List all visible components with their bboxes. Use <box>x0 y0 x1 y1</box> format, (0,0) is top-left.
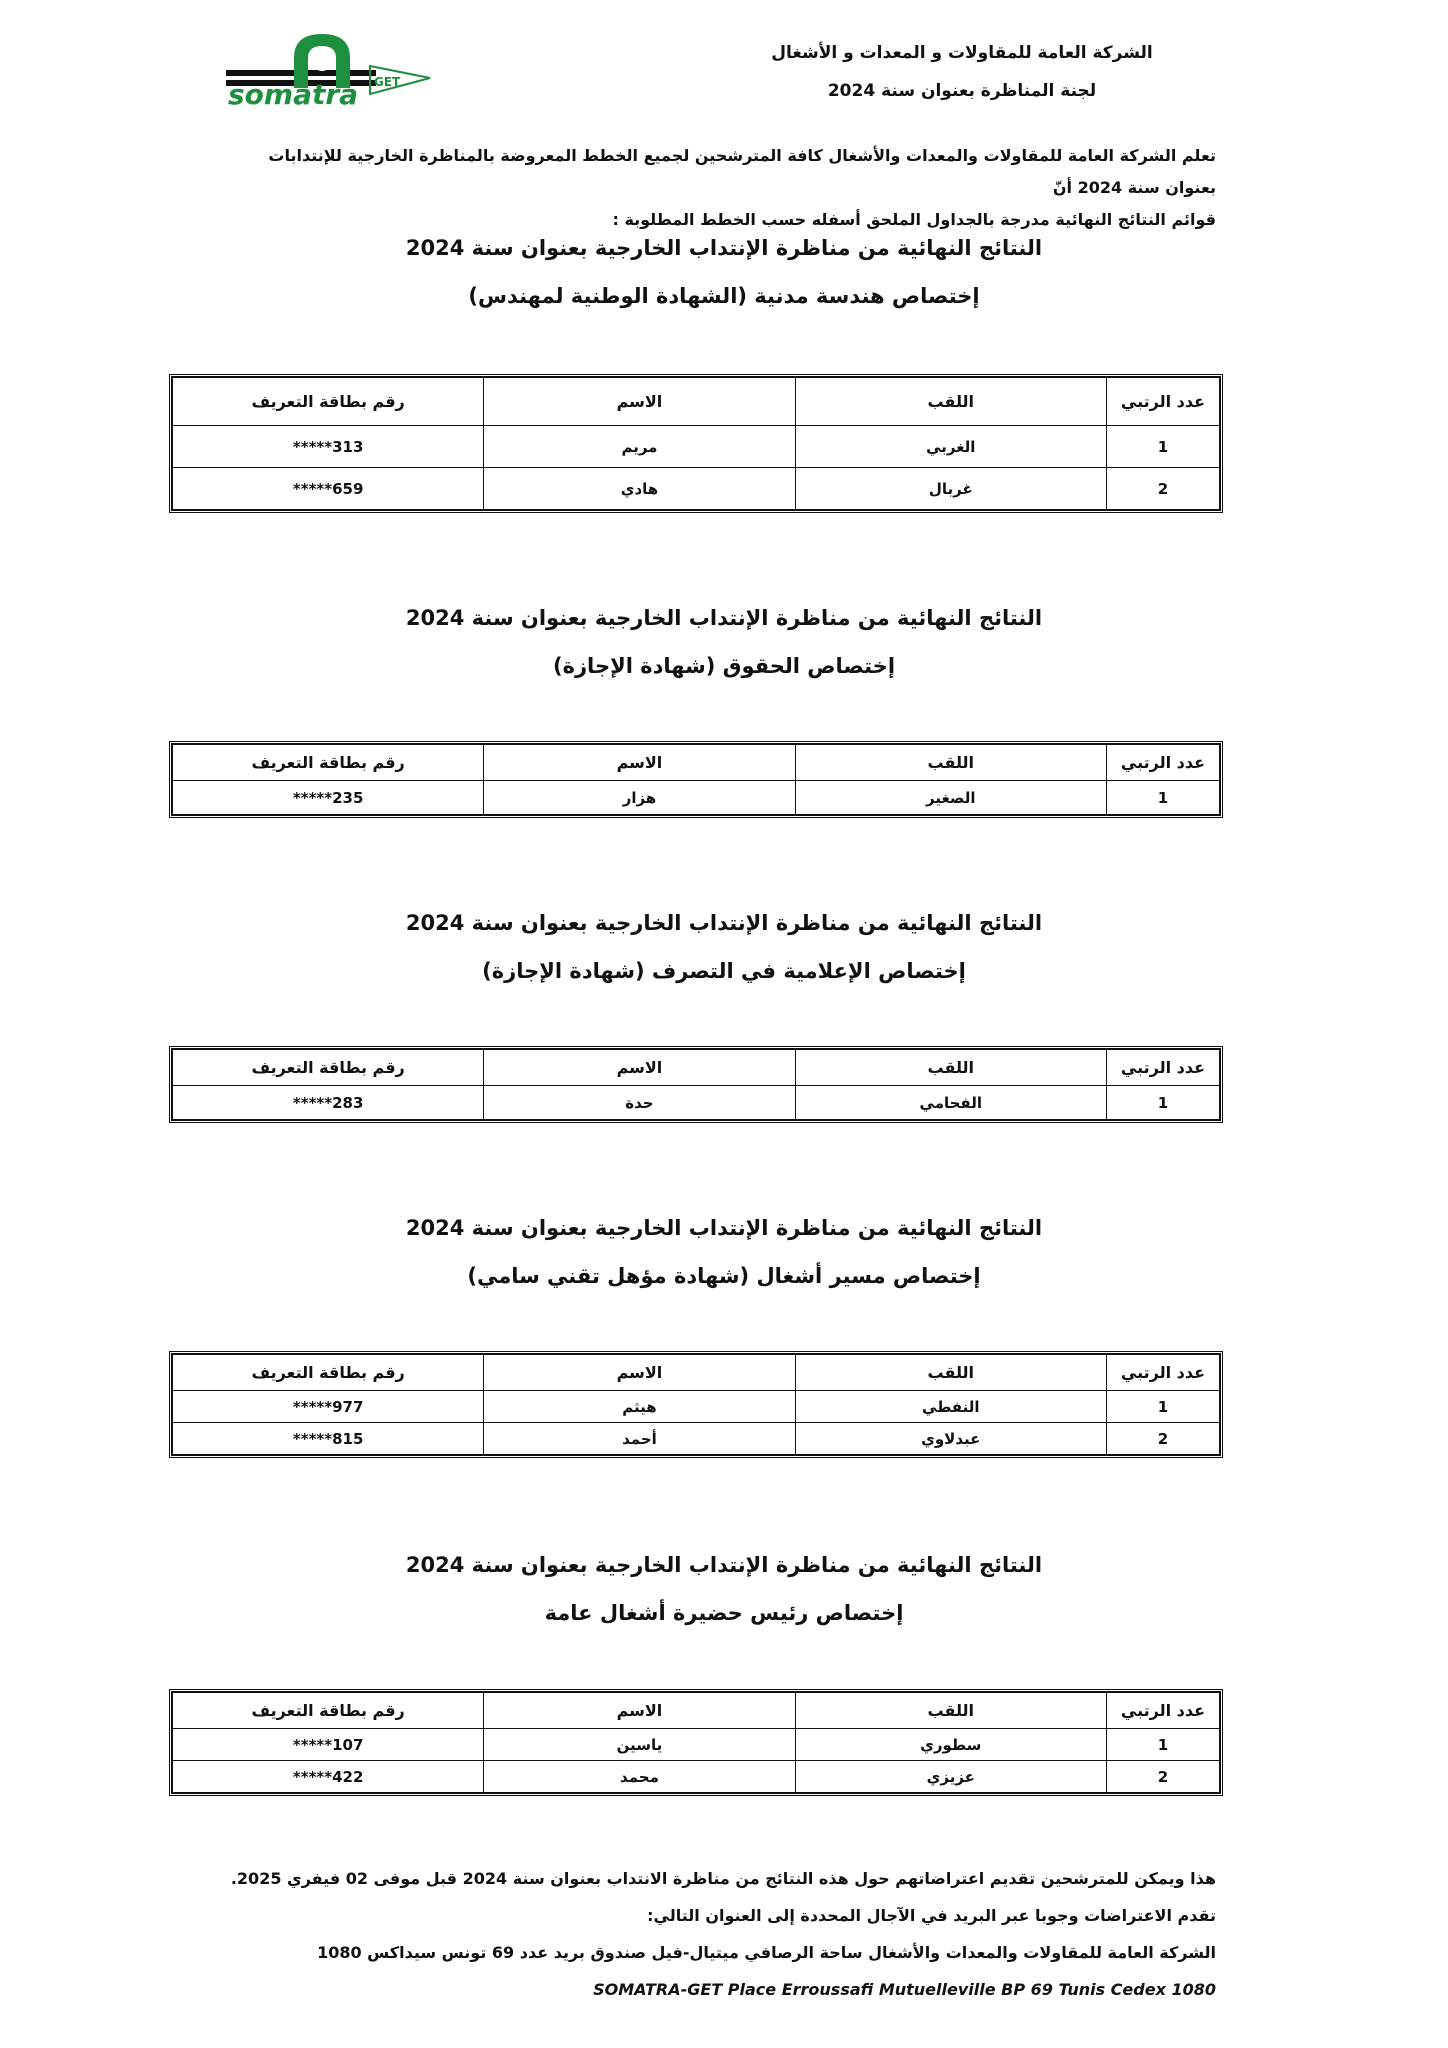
section-title: النتائج النهائية من مناظرة الإنتداب الخارجية بعنوان سنة 2024 <box>405 911 1043 935</box>
header-first-name: الاسم <box>484 1355 795 1391</box>
results-table <box>169 1046 1223 1123</box>
header-rank: عدد الرتبي <box>1106 1693 1219 1729</box>
committee-name: لجنة المناظرة بعنوان سنة 2024 <box>827 81 1097 101</box>
cell-last-name: الفحامي <box>795 1086 1106 1120</box>
section-subtitle: إختصاص الحقوق (شهادة الإجازة) <box>552 654 896 678</box>
cell-first-name: أحمد <box>484 1423 795 1455</box>
postal-address-latin: SOMATRA-GET Place Erroussafi Mutuelleville BP 69 Tunis Cedex 1080 <box>593 1980 1216 1999</box>
cell-first-name: مريم <box>484 426 795 468</box>
table-header-row <box>173 378 1220 426</box>
section-subtitle: إختصاص مسير أشغال (شهادة مؤهل تقني سامي) <box>467 1264 981 1288</box>
intro-line-1: تعلم الشركة العامة للمقاولات والمعدات والأشغال كافة المترشحين لجميع الخطط المعروضة بالمناظرة الخارجية للإنتدابات بعنوان سنة 2024 أنّ <box>268 146 1216 197</box>
cell-id-number: 659***** <box>173 468 484 510</box>
cell-rank: 1 <box>1106 1391 1219 1423</box>
cell-rank: 2 <box>1106 1761 1219 1793</box>
header-last-name: اللقب <box>795 1693 1106 1729</box>
header-last-name: اللقب <box>795 378 1106 426</box>
cell-rank: 1 <box>1106 1086 1219 1120</box>
header-first-name: الاسم <box>484 1050 795 1086</box>
organization-name: الشركة العامة للمقاولات و المعدات و الأشغال <box>771 43 1153 63</box>
results-table <box>169 1351 1223 1458</box>
cell-last-name: سطوري <box>795 1729 1106 1761</box>
organization-header <box>752 34 1172 110</box>
section-heading <box>0 1213 1448 1291</box>
cell-id-number: 977***** <box>173 1391 484 1423</box>
section-heading <box>0 233 1448 311</box>
table-row <box>173 1086 1220 1120</box>
section-title: النتائج النهائية من مناظرة الإنتداب الخارجية بعنوان سنة 2024 <box>405 1216 1043 1240</box>
postal-address-arabic: الشركة العامة للمقاولات والمعدات والأشغال ساحة الرصافي ميتيال-فيل صندوق بريد عدد 69 تونس سيداكس 1080 <box>317 1943 1216 1962</box>
cell-rank: 1 <box>1106 781 1219 815</box>
section-heading <box>0 1550 1448 1628</box>
cell-id-number: 107***** <box>173 1729 484 1761</box>
header-first-name: الاسم <box>484 745 795 781</box>
table-row <box>173 1761 1220 1793</box>
header-last-name: اللقب <box>795 1050 1106 1086</box>
header-id-number: رقم بطاقة التعريف <box>173 378 484 426</box>
cell-id-number: 815***** <box>173 1423 484 1455</box>
footer-notice <box>216 1860 1216 2008</box>
section-heading <box>0 603 1448 681</box>
table-header-row <box>173 745 1220 781</box>
cell-first-name: ياسين <box>484 1729 795 1761</box>
cell-id-number: 283***** <box>173 1086 484 1120</box>
header-rank: عدد الرتبي <box>1106 1050 1219 1086</box>
cell-last-name: الصغير <box>795 781 1106 815</box>
cell-last-name: النفطي <box>795 1391 1106 1423</box>
section-heading <box>0 908 1448 986</box>
table-row <box>173 1729 1220 1761</box>
cell-last-name: الغربي <box>795 426 1106 468</box>
section-subtitle: إختصاص الإعلامية في التصرف (شهادة الإجازة) <box>482 959 966 983</box>
header-first-name: الاسم <box>484 1693 795 1729</box>
cell-first-name: هيثم <box>484 1391 795 1423</box>
header-rank: عدد الرتبي <box>1106 1355 1219 1391</box>
intro-paragraph <box>216 140 1216 236</box>
cell-rank: 1 <box>1106 1729 1219 1761</box>
header-id-number: رقم بطاقة التعريف <box>173 1050 484 1086</box>
section-subtitle: إختصاص رئيس حضيرة أشغال عامة <box>544 1601 904 1625</box>
somatra-logo <box>224 28 434 108</box>
cell-rank: 2 <box>1106 1423 1219 1455</box>
cell-last-name: عزيزي <box>795 1761 1106 1793</box>
header-rank: عدد الرتبي <box>1106 745 1219 781</box>
header-id-number: رقم بطاقة التعريف <box>173 1693 484 1729</box>
intro-line-2: قوائم النتائج النهائية مدرجة بالجداول الملحق أسفله حسب الخطط المطلوبة : <box>612 210 1216 229</box>
cell-last-name: عبدلاوي <box>795 1423 1106 1455</box>
cell-id-number: 235***** <box>173 781 484 815</box>
header-last-name: اللقب <box>795 1355 1106 1391</box>
cell-first-name: حدة <box>484 1086 795 1120</box>
svg-text:GET: GET <box>374 75 401 89</box>
cell-rank: 1 <box>1106 426 1219 468</box>
cell-id-number: 313***** <box>173 426 484 468</box>
objection-deadline-text: هذا ويمكن للمترشحين تقديم اعتراضاتهم حول هذه النتائج من مناظرة الانتداب بعنوان سنة 2024 قبل موفى 02 فيفري 2025. <box>230 1869 1216 1888</box>
section-subtitle: إختصاص هندسة مدنية (الشهادة الوطنية لمهندس) <box>468 284 980 308</box>
section-title: النتائج النهائية من مناظرة الإنتداب الخارجية بعنوان سنة 2024 <box>405 1553 1043 1577</box>
svg-text:somatra: somatra <box>228 78 359 108</box>
table-row <box>173 1423 1220 1455</box>
cell-first-name: محمد <box>484 1761 795 1793</box>
objection-instructions-text: تقدم الاعتراضات وجوبا عبر البريد في الآجال المحددة إلى العنوان التالي: <box>647 1906 1216 1925</box>
header-rank: عدد الرتبي <box>1106 378 1219 426</box>
table-header-row <box>173 1355 1220 1391</box>
table-row <box>173 426 1220 468</box>
table-row <box>173 1391 1220 1423</box>
results-table <box>169 741 1223 818</box>
table-row <box>173 781 1220 815</box>
table-header-row <box>173 1050 1220 1086</box>
cell-id-number: 422***** <box>173 1761 484 1793</box>
header-first-name: الاسم <box>484 378 795 426</box>
section-title: النتائج النهائية من مناظرة الإنتداب الخارجية بعنوان سنة 2024 <box>405 236 1043 260</box>
cell-first-name: هادي <box>484 468 795 510</box>
results-table <box>169 1689 1223 1796</box>
table-header-row <box>173 1693 1220 1729</box>
results-table <box>169 374 1223 513</box>
cell-first-name: هزار <box>484 781 795 815</box>
table-row <box>173 468 1220 510</box>
cell-rank: 2 <box>1106 468 1219 510</box>
header-id-number: رقم بطاقة التعريف <box>173 745 484 781</box>
header-last-name: اللقب <box>795 745 1106 781</box>
cell-last-name: غربال <box>795 468 1106 510</box>
section-title: النتائج النهائية من مناظرة الإنتداب الخارجية بعنوان سنة 2024 <box>405 606 1043 630</box>
header-id-number: رقم بطاقة التعريف <box>173 1355 484 1391</box>
